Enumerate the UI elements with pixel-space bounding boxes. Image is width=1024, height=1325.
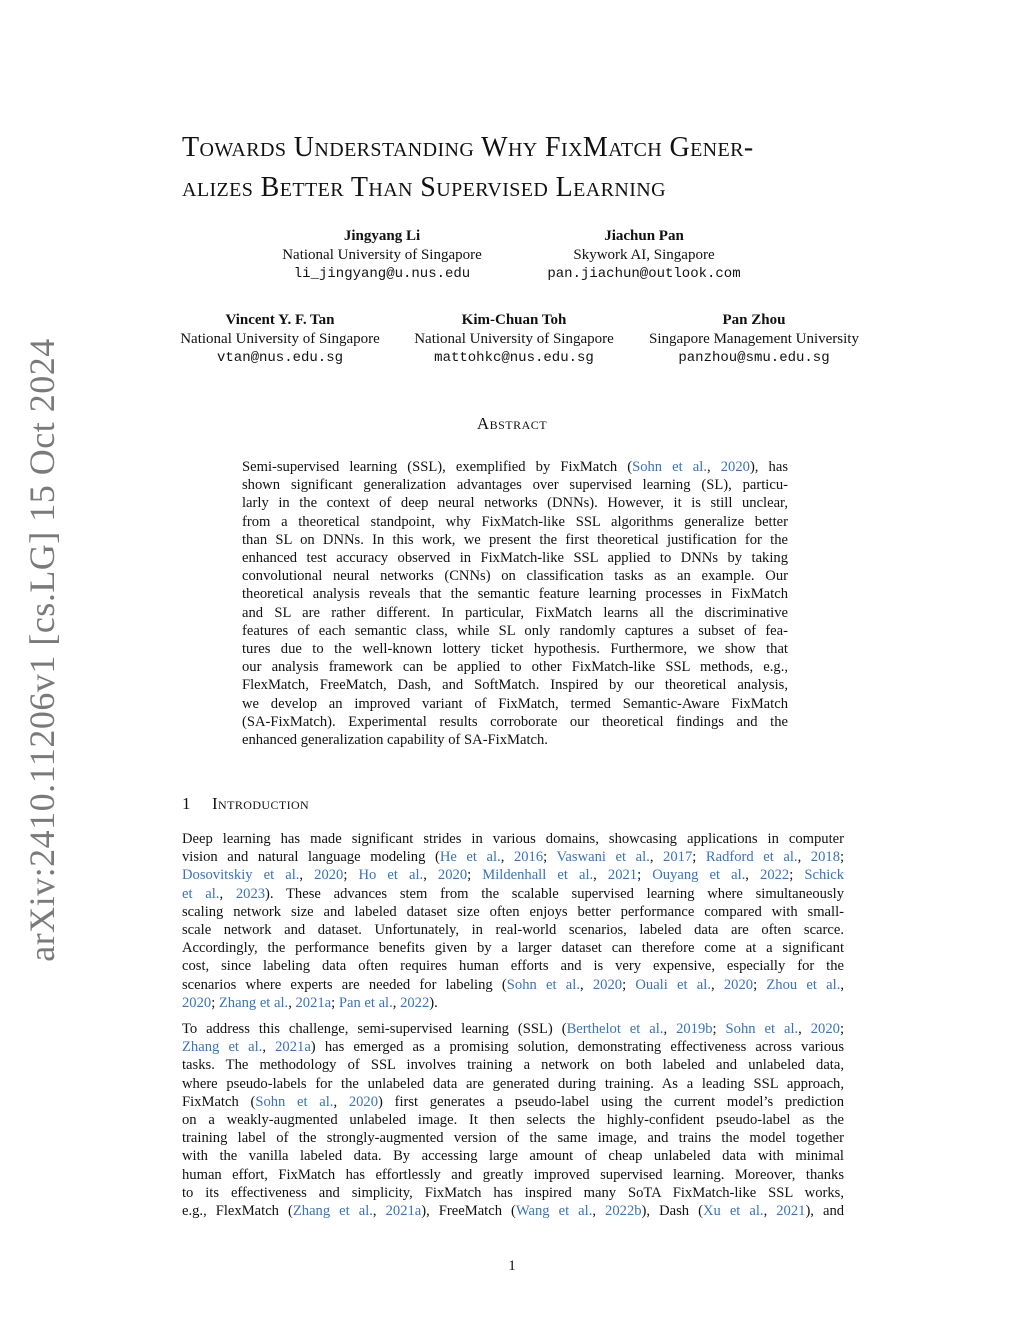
text-line: enhanced generalization capability of SA-FixMatch. xyxy=(242,732,548,749)
text-line: larly in the context of deep neural networks (DNNs). However, it is still unclear, xyxy=(242,495,788,512)
citation-link[interactable]: 2021a xyxy=(295,994,332,1011)
citation-link[interactable]: Xu et al. xyxy=(702,1203,764,1220)
abstract-body xyxy=(242,458,788,749)
author-affiliation: National University of Singapore xyxy=(414,331,614,347)
title-line: alizes Better Than Supervised Learning xyxy=(182,172,666,203)
text-line: we develop an improved variant of FixMatch, termed Semantic-Aware FixMatch xyxy=(242,695,788,712)
text-line: Dosovitskiy et al., 2020; Ho et al., 2020; Mildenhall et al., 2021; Ouyang et al., 2022; Schick xyxy=(182,867,845,884)
citation-link[interactable]: 2022 xyxy=(400,994,430,1011)
abstract-heading: Abstract xyxy=(476,414,548,433)
text-line: vision and natural language modeling (He et al., 2016; Vaswani et al., 2017; Radford et al., 2018; xyxy=(182,849,845,866)
section-heading-introduction xyxy=(182,794,309,814)
citation-link[interactable]: He et al. xyxy=(439,849,501,866)
text-line: 2020; Zhang et al., 2021a; Pan et al., 2022). xyxy=(182,994,438,1011)
author-name: Pan Zhou xyxy=(722,312,786,328)
text-line: FixMatch (Sohn et al., 2020) first generates a pseudo-label using the current model’s prediction xyxy=(182,1093,845,1110)
citation-link[interactable]: Sohn et al. xyxy=(506,976,580,993)
text-line: on a weakly-augmented unlabeled image. It then selects the highly-confident pseudo-label as the xyxy=(182,1112,844,1129)
text-line: features of each semantic class, while SL only randomly captures a subset of fea- xyxy=(242,622,788,639)
text-line: cost, since labeling data often requires human efforts and is very expensive, especially for the xyxy=(182,958,844,975)
author-email[interactable]: vtan@nus.edu.sg xyxy=(216,350,344,366)
citation-link[interactable]: 2020 xyxy=(810,1021,840,1038)
text-line: training label of the strongly-augmented version of the same image, and trains the model together xyxy=(182,1130,844,1147)
text-line: convolutional neural networks (CNNs) on classification tasks as an example. Our xyxy=(242,568,788,585)
citation-link[interactable]: 2021a xyxy=(275,1039,311,1056)
citation-link[interactable]: Radford et al. xyxy=(705,849,798,866)
text-line: To address this challenge, semi-supervised learning (SSL) (Berthelot et al., 2019b; Sohn et al., 2020; xyxy=(182,1021,844,1038)
text-line: where pseudo-labels for the unlabeled data are generated during training. As a leading SSL approach, xyxy=(182,1075,844,1092)
citation-link[interactable]: Mildenhall et al. xyxy=(482,867,594,884)
text-line: Deep learning has made significant strides in various domains, showcasing applications in computer xyxy=(182,831,844,847)
citation-link[interactable]: 2018 xyxy=(810,849,840,866)
citation-link[interactable]: Pan et al. xyxy=(338,994,393,1011)
introduction-body xyxy=(182,830,844,1220)
citation-link[interactable]: 2020 xyxy=(720,459,750,475)
title-line: Towards Understanding Why FixMatch Gener- xyxy=(182,132,754,163)
citation-link[interactable]: Wang et al. xyxy=(515,1203,593,1220)
citation-link[interactable]: Ouali et al. xyxy=(635,976,711,993)
citation-link[interactable]: 2021 xyxy=(607,867,638,884)
text-line: human effort, FixMatch has effortlessly and greatly improved supervised learning. Moreover, thanks xyxy=(182,1166,844,1183)
citation-link[interactable]: 2020 xyxy=(437,867,468,884)
citation-link[interactable]: et al. xyxy=(182,885,220,902)
text-line: e.g., FlexMatch (Zhang et al., 2021a), FreeMatch (Wang et al., 2022b), Dash (Xu et al., 2021), and xyxy=(182,1203,845,1220)
text-line: scaling network size and labeled dataset size often enjoys better performance compared with small- xyxy=(182,903,844,920)
citation-link[interactable]: 2020 xyxy=(348,1093,379,1110)
author-name: Jiachun Pan xyxy=(604,228,684,244)
author-name: Kim-Chuan Toh xyxy=(461,312,567,328)
page-number: 1 xyxy=(508,1258,516,1274)
text-line: FlexMatch, FreeMatch, Dash, and SoftMatch. Inspired by our theoretical analysis, xyxy=(242,677,788,694)
paragraph xyxy=(182,830,844,1012)
author-block xyxy=(636,311,872,368)
text-line: Zhang et al., 2021a) has emerged as a promising solution, demonstrating effectiveness across various xyxy=(182,1039,844,1056)
author-block xyxy=(272,227,492,284)
citation-link[interactable]: 2020 xyxy=(723,976,754,993)
author-email[interactable]: li_jingyang@u.nus.edu xyxy=(293,266,471,282)
citation-link[interactable]: Sohn et al. xyxy=(255,1093,334,1110)
text-line: scale network and dataset. Unfortunately, in real-world scenarios, labeled data are often scarce. xyxy=(182,922,844,939)
author-affiliation: Singapore Management University xyxy=(649,331,859,347)
section-title: Introduction xyxy=(212,794,310,813)
citation-link[interactable]: Ouyang et al. xyxy=(652,867,746,884)
author-affiliation: Skywork AI, Singapore xyxy=(573,247,715,263)
author-name: Jingyang Li xyxy=(343,228,421,244)
text-line: Semi-supervised learning (SSL), exemplified by FixMatch (Sohn et al., 2020), has xyxy=(242,459,788,475)
citation-link[interactable]: Vaswani et al. xyxy=(556,849,650,866)
citation-link[interactable]: 2022b xyxy=(605,1203,642,1220)
text-line: tures due to the well-known lottery ticket hypothesis. Furthermore, we show that xyxy=(242,641,788,658)
arxiv-identifier-text: arXiv:2410.11206v1 [cs.LG] 15 Oct 2024 xyxy=(22,338,62,962)
citation-link[interactable]: 2021 xyxy=(776,1203,806,1220)
citation-link[interactable]: Sohn et al. xyxy=(725,1021,799,1038)
author-email[interactable]: mattohkc@nus.edu.sg xyxy=(434,350,594,366)
text-line: our analysis framework can be applied to other FixMatch-like SSL methods, e.g., xyxy=(242,659,788,676)
citation-link[interactable]: Schick xyxy=(804,867,845,884)
text-line: shown significant generalization advantages over supervised learning (SL), particu- xyxy=(242,477,788,494)
paper-title xyxy=(182,128,862,208)
citation-link[interactable]: 2019b xyxy=(676,1021,713,1038)
text-line: enhanced test accuracy observed in FixMatch-like SSL applied to DNNs by taking xyxy=(242,550,788,567)
citation-link[interactable]: 2020 xyxy=(592,976,623,993)
text-line: et al., 2023). These advances stem from the scalable supervised learning where simultaneously xyxy=(182,885,844,902)
citation-link[interactable]: Dosovitskiy et al. xyxy=(182,867,300,884)
text-line: to its effectiveness and simplicity, FixMatch has inspired many SoTA FixMatch-like SSL works, xyxy=(182,1184,844,1201)
author-email[interactable]: pan.jiachun@outlook.com xyxy=(547,266,741,282)
citation-link[interactable]: Zhang et al. xyxy=(292,1203,373,1220)
text-line: theoretical analysis reveals that the semantic feature learning processes in FixMatch xyxy=(242,586,788,603)
text-line: from a theoretical standpoint, why FixMatch-like SSL algorithms generalize better xyxy=(242,513,788,530)
citation-link[interactable]: Zhang et al. xyxy=(182,1039,263,1056)
author-email[interactable]: panzhou@smu.edu.sg xyxy=(678,350,830,366)
text-line: Accordingly, the performance benefits given by a larger dataset can therefore come at a significant xyxy=(182,940,844,957)
text-line: scenarios where experts are needed for labeling (Sohn et al., 2020; Ouali et al., 2020; Zhou et al., xyxy=(182,976,845,993)
author-block xyxy=(402,311,626,368)
text-line: and SL are rather different. In particular, FixMatch learns all the discriminative xyxy=(242,604,788,621)
citation-link[interactable]: Zhang et al. xyxy=(218,994,289,1011)
citation-link[interactable]: 2016 xyxy=(513,849,544,866)
citation-link[interactable]: Zhou et al. xyxy=(766,976,841,993)
citation-link[interactable]: Sohn et al. xyxy=(632,459,707,475)
author-affiliation: National University of Singapore xyxy=(180,331,380,347)
citation-link[interactable]: Berthelot et al. xyxy=(566,1021,664,1038)
section-number: 1 xyxy=(182,794,191,813)
author-block xyxy=(168,311,392,368)
citation-link[interactable]: 2023 xyxy=(235,885,266,902)
paragraph xyxy=(182,1020,844,1220)
author-block xyxy=(528,227,760,284)
citation-link[interactable]: 2017 xyxy=(663,849,693,866)
citation-link[interactable]: Ho et al. xyxy=(358,867,424,884)
text-line: than SL on DNNs. In this work, we present the first theoretical justification for the xyxy=(242,531,788,548)
citation-link[interactable]: 2020 xyxy=(314,867,344,884)
text-line: with the vanilla labeled data. By accessing large amount of cheap unlabeled data with minimal xyxy=(182,1148,844,1165)
citation-link[interactable]: 2021a xyxy=(385,1203,422,1220)
text-line: tasks. The methodology of SSL involves training a network on both labeled and unlabeled data, xyxy=(182,1057,844,1074)
author-affiliation: National University of Singapore xyxy=(282,247,482,263)
author-name: Vincent Y. F. Tan xyxy=(225,312,335,328)
citation-link[interactable]: 2022 xyxy=(760,867,790,884)
text-line: (SA-FixMatch). Experimental results corroborate our theoretical findings and the xyxy=(242,713,788,730)
citation-link[interactable]: 2020 xyxy=(182,994,212,1011)
